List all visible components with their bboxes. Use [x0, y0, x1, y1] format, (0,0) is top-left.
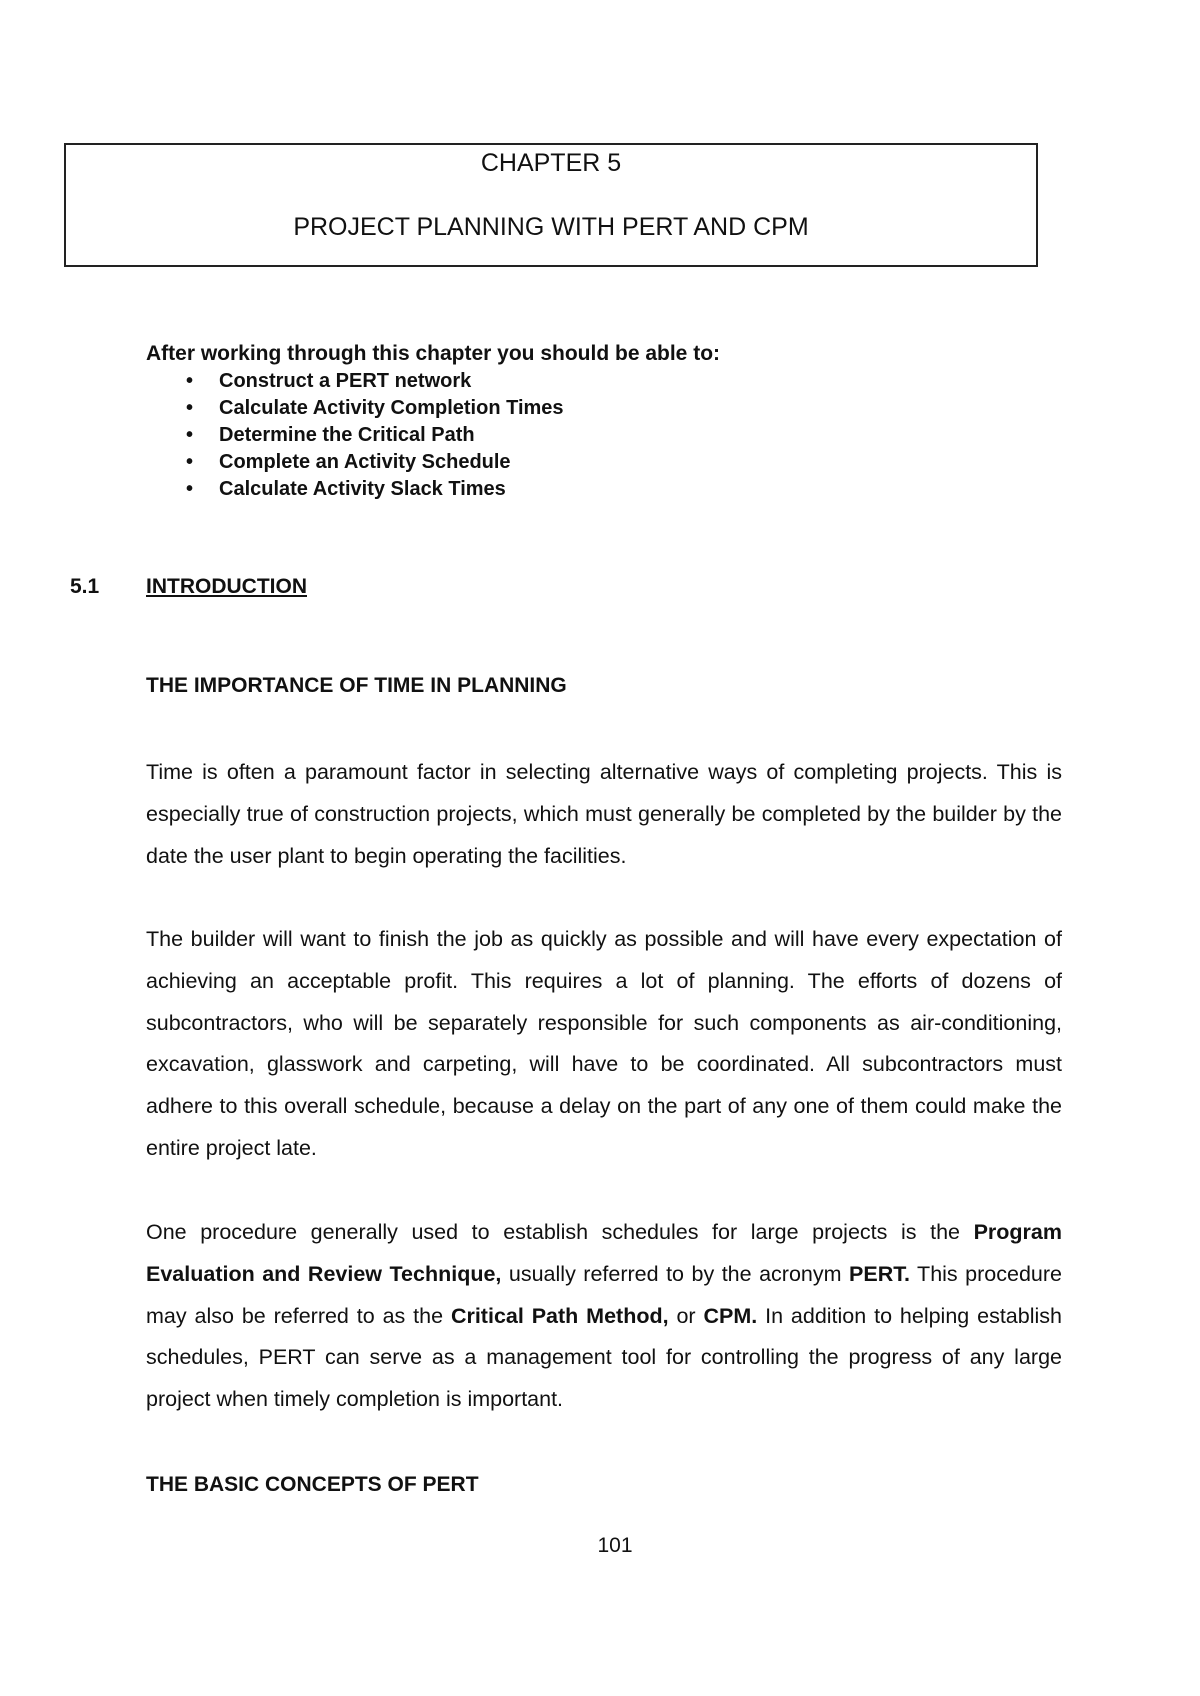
- paragraph-1: Time is often a paramount factor in selecting alternative ways of completing projects. This is especially true of construction projects, which must generally be completed by the builder by the date the user plant to begin operating the facilities.: [146, 760, 1062, 868]
- term-pert: PERT.: [849, 1261, 910, 1286]
- term-cpm-full: Critical Path Method,: [450, 1303, 669, 1328]
- paragraph-text: One procedure generally used to establish schedules for large projects is the: [146, 1220, 974, 1244]
- objective-text: Construct a PERT network: [219, 370, 472, 392]
- bullet-icon: •: [186, 397, 194, 419]
- list-item: [146, 368, 1046, 395]
- subheading-importance: THE IMPORTANCE OF TIME IN PLANNING: [146, 674, 567, 697]
- bullet-icon: •: [186, 478, 194, 500]
- list-item: [146, 422, 1046, 449]
- objective-text: Calculate Activity Completion Times: [219, 397, 564, 419]
- bullet-icon: •: [186, 451, 194, 473]
- chapter-title: PROJECT PLANNING WITH PERT AND CPM: [293, 213, 809, 241]
- chapter-title-box: [64, 143, 1038, 267]
- paragraph-text: or: [668, 1303, 704, 1328]
- paragraph-text: In addition to helping establish schedules, PERT can serve as a management tool for controlling the progress of any large project when timely completion is important.: [146, 1303, 1062, 1412]
- section-title: INTRODUCTION: [146, 575, 307, 598]
- list-item: [146, 395, 1046, 422]
- list-item: [146, 449, 1046, 476]
- bullet-icon: •: [186, 370, 194, 392]
- learning-objectives: [146, 340, 1046, 503]
- page-number: 101: [597, 1534, 633, 1557]
- bullet-icon: •: [186, 424, 194, 446]
- subheading-basic-concepts: THE BASIC CONCEPTS OF PERT: [146, 1473, 479, 1496]
- objective-text: Calculate Activity Slack Times: [219, 478, 506, 500]
- paragraph-2: The builder will want to finish the job as quickly as possible and will have every expectation of achieving an acceptable profit. This requires a lot of planning. The efforts of dozens of subcontractors, who will be separately responsible for such components as air-conditioning, excavation, glasswork and carpeting, will have to be coordinated. All subcontractors must adhere to this overall schedule, because a delay on the part of any one of them could make the entire project late.: [146, 927, 1062, 1160]
- objective-text: Determine the Critical Path: [219, 424, 475, 446]
- section-heading: [70, 575, 307, 599]
- list-item: [146, 476, 1046, 503]
- paragraph-3: [146, 1212, 1062, 1421]
- term-pert-full: Program Evaluation and Review Technique,: [146, 1220, 1062, 1286]
- objectives-lead: After working through this chapter you should be able to:: [146, 342, 721, 365]
- objective-text: Complete an Activity Schedule: [219, 451, 511, 473]
- section-number: 5.1: [70, 575, 100, 598]
- objectives-list: [146, 368, 1046, 503]
- paragraph-text: usually referred to by the acronym: [501, 1261, 850, 1286]
- paragraph-text: This procedure may also be referred to as the: [146, 1261, 1062, 1328]
- term-cpm: CPM.: [703, 1303, 758, 1328]
- chapter-label: CHAPTER 5: [480, 149, 622, 177]
